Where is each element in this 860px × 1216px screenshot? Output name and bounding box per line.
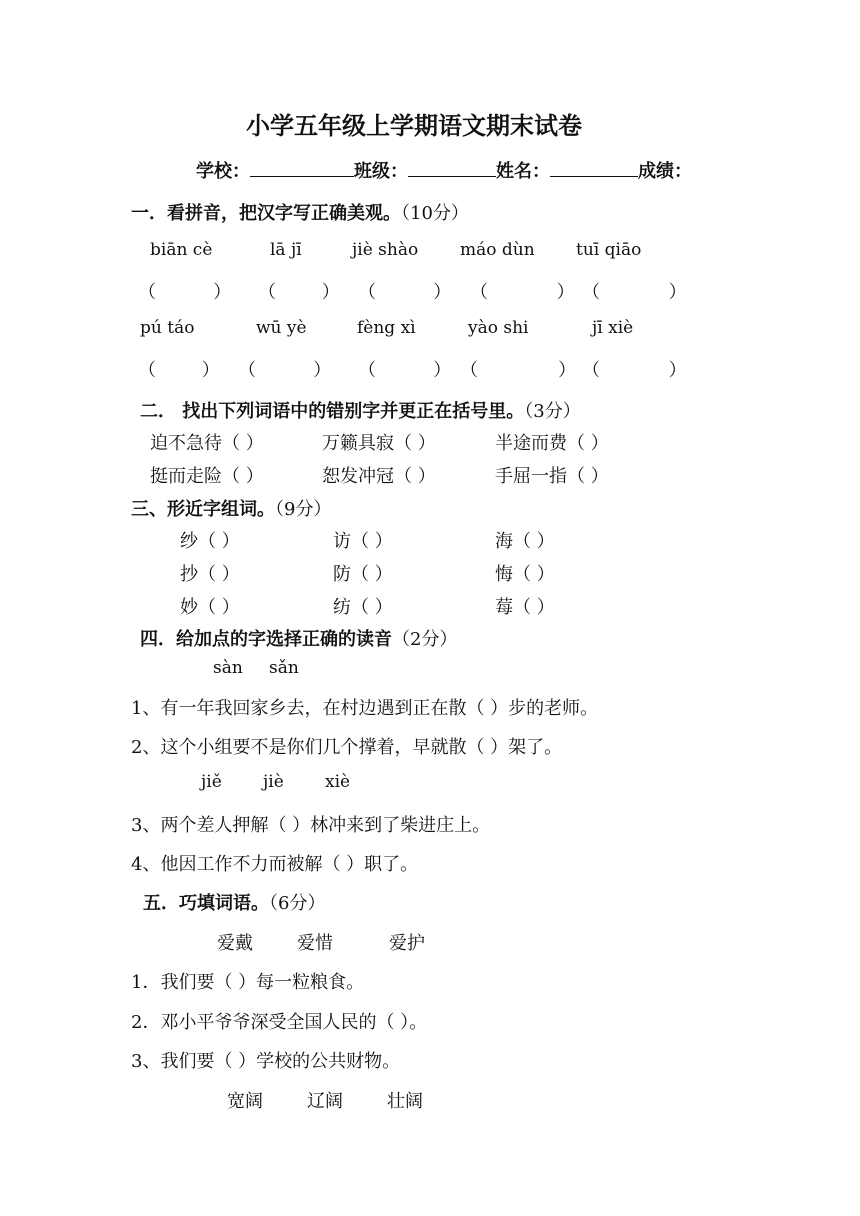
char-item[interactable]: 悔（ ） (495, 564, 555, 585)
question-line: 1、有一年我回家乡去，在村边遇到正在散（ ）步的老师。 (131, 698, 599, 719)
question-line: 1．我们要（ ）每一粒粮食。 (131, 972, 365, 993)
name-blank[interactable] (550, 158, 638, 177)
pinyin-option: sǎn (269, 658, 299, 678)
word-choice: 壮阔 (387, 1091, 423, 1112)
pinyin-item: biān cè (150, 240, 213, 260)
answer-paren[interactable]: （ ） (582, 282, 687, 303)
word-choice: 爱戴 (217, 933, 253, 954)
section-1-heading: 一．看拼音，把汉字写正确美观。（10分） (131, 203, 469, 224)
name-label: 姓名： (496, 161, 550, 182)
word-choice: 爱护 (389, 933, 425, 954)
char-item[interactable]: 访（ ） (333, 531, 393, 552)
page-title: 小学五年级上学期语文期末试卷 (246, 111, 582, 140)
word-choice: 爱惜 (297, 933, 333, 954)
question-line: 4、他因工作不力而被解（ ）职了。 (131, 854, 419, 875)
char-item[interactable]: 莓（ ） (495, 597, 555, 618)
section-3-heading: 三、形近字组词。（9分） (131, 499, 332, 520)
pinyin-option: jiè (263, 772, 284, 792)
answer-paren[interactable]: （ ） (358, 360, 452, 381)
answer-paren[interactable]: （ ） (582, 360, 687, 381)
question-line: 3、我们要（ ）学校的公共财物。 (131, 1051, 401, 1072)
answer-paren[interactable]: （ ） (138, 360, 220, 381)
pinyin-option: xiè (325, 772, 351, 792)
pinyin-option: jiě (201, 772, 222, 792)
char-item[interactable]: 纱（ ） (180, 531, 240, 552)
word-item[interactable]: 万籁具寂（ ） (322, 433, 436, 454)
word-item[interactable]: 恕发冲冠（ ） (322, 466, 436, 487)
word-item[interactable]: 半途而费（ ） (495, 433, 609, 454)
char-item[interactable]: 防（ ） (333, 564, 393, 585)
answer-paren[interactable]: （ ） (358, 282, 452, 303)
pinyin-option: sàn (213, 658, 243, 678)
class-blank[interactable] (408, 158, 496, 177)
word-item[interactable]: 手屈一指（ ） (495, 466, 609, 487)
section-5-heading: 五．巧填词语。（6分） (143, 893, 326, 914)
question-line: 2．邓小平爷爷深受全国人民的（ ）。 (131, 1012, 428, 1033)
answer-paren[interactable]: （ ） (138, 282, 232, 303)
section-2-heading: 二． 找出下列词语中的错别字并更正在括号里。（3分） (140, 401, 581, 422)
char-item[interactable]: 纺（ ） (333, 597, 393, 618)
char-item[interactable]: 抄（ ） (180, 564, 240, 585)
word-item[interactable]: 迫不急待（ ） (150, 433, 264, 454)
char-item[interactable]: 海（ ） (495, 531, 555, 552)
pinyin-item: wū yè (256, 318, 307, 338)
answer-paren[interactable]: （ ） (258, 282, 340, 303)
pinyin-item: jiè shào (352, 240, 419, 260)
score-label: 成绩： (638, 161, 692, 182)
info-line (196, 157, 692, 183)
pinyin-item: pú táo (140, 318, 195, 338)
school-blank[interactable] (250, 158, 354, 177)
pinyin-item: máo dùn (460, 240, 535, 260)
pinyin-item: lā jī (270, 240, 302, 260)
word-choice: 辽阔 (307, 1091, 343, 1112)
answer-paren[interactable]: （ ） (238, 360, 332, 381)
word-choice: 宽阔 (227, 1091, 263, 1112)
pinyin-item: jī xiè (592, 318, 634, 338)
section-4-heading: 四．给加点的字选择正确的读音（2分） (140, 629, 458, 650)
answer-paren[interactable]: （ ） (460, 360, 577, 381)
answer-paren[interactable]: （ ） (470, 282, 575, 303)
char-item[interactable]: 妙（ ） (180, 597, 240, 618)
pinyin-item: yào shi (468, 318, 529, 338)
class-label: 班级： (354, 161, 408, 182)
pinyin-item: fèng xì (357, 318, 416, 338)
pinyin-item: tuī qiāo (576, 240, 642, 260)
school-label: 学校： (196, 161, 250, 182)
question-line: 3、两个差人押解（ ）林冲来到了柴进庄上。 (131, 815, 491, 836)
question-line: 2、这个小组要不是你们几个撑着，早就散（ ）架了。 (131, 737, 563, 758)
word-item[interactable]: 挺而走险（ ） (150, 466, 264, 487)
